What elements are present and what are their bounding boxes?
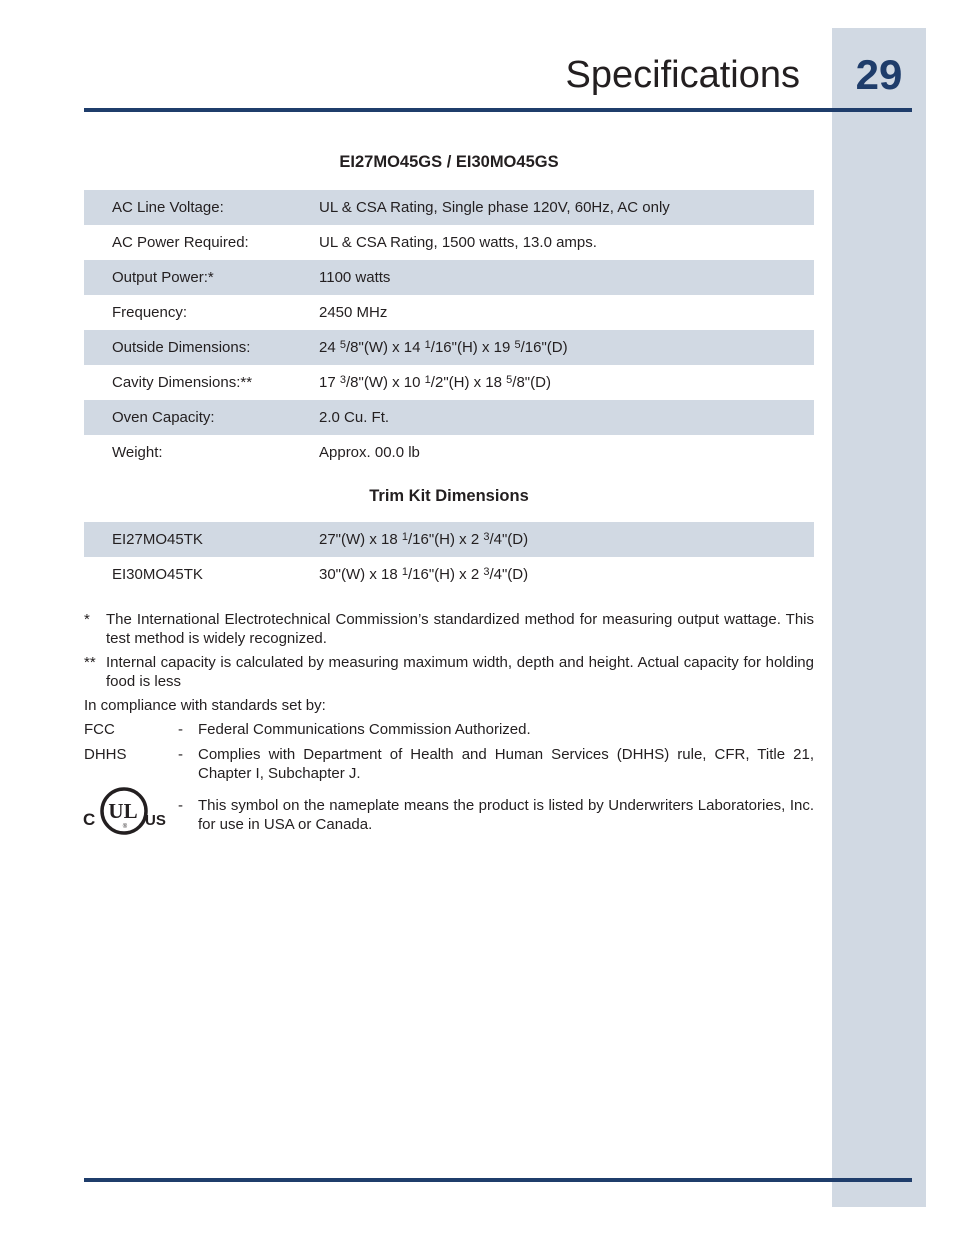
spec-label: Oven Capacity: xyxy=(112,409,215,426)
footnote-mark: ** xyxy=(84,654,96,671)
spec-value: 2450 MHz xyxy=(319,304,388,321)
trim-kit-model: EI27MO45TK xyxy=(112,531,203,548)
spec-label: AC Power Required: xyxy=(112,234,249,251)
spec-value: 24 $^5$/8"(W) x 14 $^1$/16"(H) x 19 $^5$/16"(D) xyxy=(319,339,568,356)
spec-value: 2.0 Cu. Ft. xyxy=(319,409,390,426)
compliance-dash: - xyxy=(178,721,183,738)
trim-kit-dimensions: 27"(W) x 18 $^1$/16"(H) x 2 $^3$/4"(D) xyxy=(319,531,529,548)
trim-kit-model: EI30MO45TK xyxy=(112,566,203,583)
trim-kit-table xyxy=(84,522,814,592)
trim-kit-row xyxy=(84,522,814,557)
spec-value: Approx. 00.0 lb xyxy=(319,444,420,461)
compliance-item xyxy=(84,745,814,785)
svg-text:C: C xyxy=(83,810,96,829)
spec-row xyxy=(84,400,814,435)
footnote xyxy=(84,653,814,693)
compliance-abbr: FCC xyxy=(84,721,115,738)
spec-row xyxy=(84,365,814,400)
spec-value: UL & CSA Rating, 1500 watts, 13.0 amps. xyxy=(319,234,597,251)
compliance-abbr: DHHS xyxy=(84,746,127,763)
footer-rule xyxy=(84,1178,912,1182)
trim-kit-dimensions: 30"(W) x 18 $^1$/16"(H) x 2 $^3$/4"(D) xyxy=(319,566,529,583)
spec-table xyxy=(84,190,814,470)
spec-label: Output Power:* xyxy=(112,269,214,286)
spec-row xyxy=(84,190,814,225)
spec-row xyxy=(84,295,814,330)
trim-kit-heading: Trim Kit Dimensions xyxy=(369,487,529,505)
page-number: 29 xyxy=(855,51,903,98)
cul-us-logo-icon xyxy=(82,784,166,838)
spec-value: UL & CSA Rating, Single phase 120V, 60Hz, AC only xyxy=(319,199,670,216)
compliance-intro: In compliance with standards set by: xyxy=(84,697,326,714)
spec-value: 1100 watts xyxy=(319,269,391,286)
spec-label: Frequency: xyxy=(112,304,188,321)
spec-row xyxy=(84,260,814,295)
footnote-mark: * xyxy=(84,611,90,628)
page-title: Specifications xyxy=(565,54,800,96)
model-heading: EI27MO45GS / EI30MO45GS xyxy=(339,153,559,171)
footnote-text: Internal capacity is calculated by measuring maximum width, depth and height. Actual capacity for holding food is less xyxy=(106,654,814,690)
spec-label: AC Line Voltage: xyxy=(112,199,224,216)
spec-row xyxy=(84,330,814,365)
compliance-item xyxy=(84,796,814,836)
spec-label: Weight: xyxy=(112,444,163,461)
spec-row xyxy=(84,225,814,260)
spec-label: Outside Dimensions: xyxy=(112,339,251,356)
spec-value: 17 $^3$/8"(W) x 10 $^1$/2"(H) x 18 $^5$/8"(D) xyxy=(319,374,551,391)
compliance-dash: - xyxy=(178,746,183,763)
svg-text:®: ® xyxy=(122,824,128,830)
compliance-text: Complies with Department of Health and Human Services (DHHS) rule, CFR, Title 21, Chapter I, Subchapter J. xyxy=(198,746,814,782)
svg-text:US: US xyxy=(145,812,166,829)
compliance-text: This symbol on the nameplate means the product is listed by Underwriters Laboratories, Inc. for use in USA or Canada. xyxy=(198,797,814,833)
header-rule xyxy=(84,108,912,112)
svg-text:UL: UL xyxy=(108,799,138,823)
compliance-text: Federal Communications Commission Authorized. xyxy=(198,721,531,738)
compliance-item xyxy=(84,720,814,740)
spec-label: Cavity Dimensions:** xyxy=(112,374,253,391)
side-band xyxy=(832,28,926,1207)
spec-row xyxy=(84,435,814,470)
footnote-text: The International Electrotechnical Commission’s standardized method for measuring output wattage. This test method is widely recognized. xyxy=(106,611,814,647)
compliance-dash: - xyxy=(178,797,183,814)
footnote xyxy=(84,610,814,650)
trim-kit-row xyxy=(84,557,814,592)
